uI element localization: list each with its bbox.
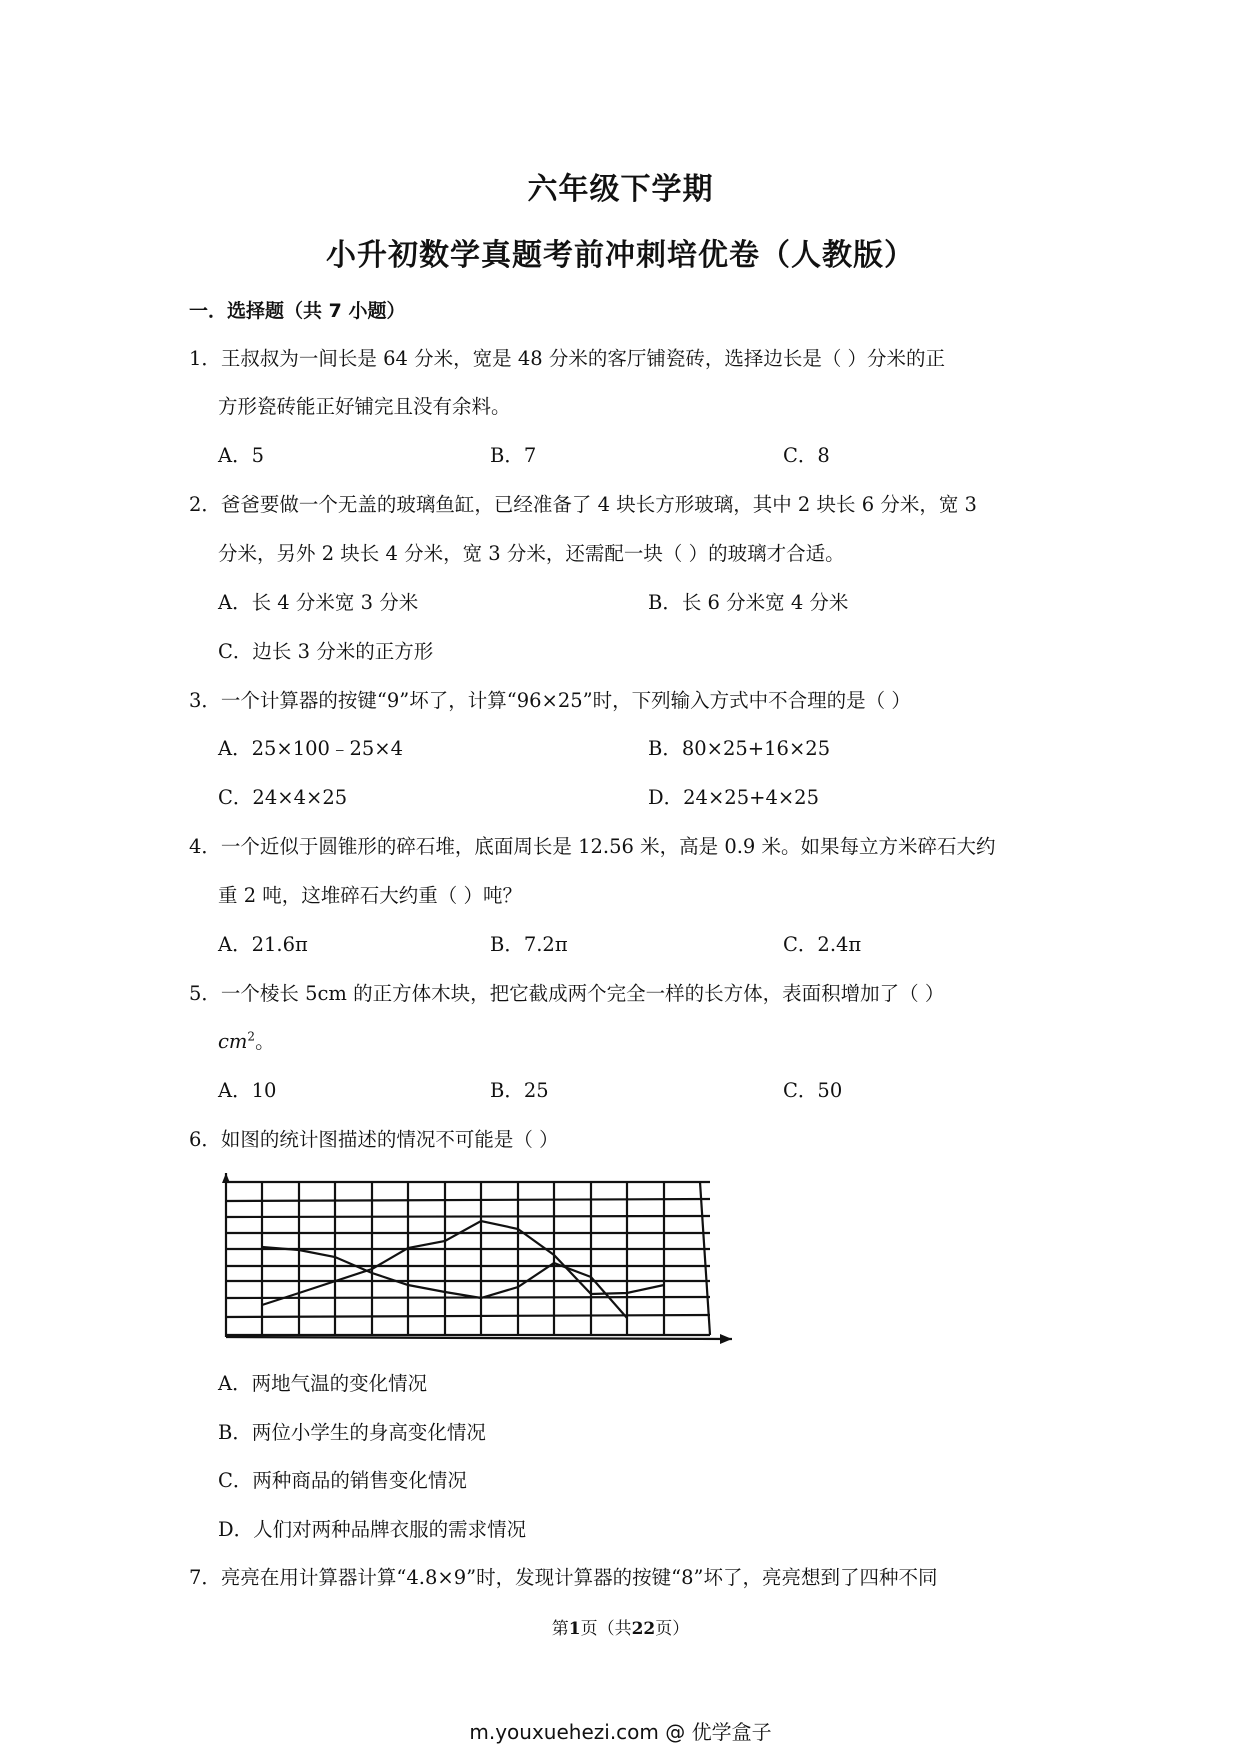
q6-option-b: B．两位小学生的身高变化情况 (218, 1421, 486, 1444)
q5-unit: cm (218, 1030, 248, 1053)
q2-option-c: C．边长 3 分米的正方形 (218, 640, 434, 663)
question-1-text: 1．王叔叔为一间长是 64 分米，宽是 48 分米的客厅铺瓷砖，选择边长是（ ）分米的正 (189, 347, 946, 370)
chart-series (262, 1221, 664, 1318)
q4-option-b: B．7.2π (490, 933, 568, 956)
question-2-text-cont: 分米，另外 2 块长 4 分米，宽 3 分米，还需配一块（ ）的玻璃才合适。 (218, 542, 845, 565)
q3-option-b: B．80×25+16×25 (648, 737, 831, 760)
question-1-text-cont: 方形瓷砖能正好铺完且没有余料。 (218, 395, 511, 418)
footer-post: 页） (655, 1619, 690, 1639)
q5-option-a: A．10 (218, 1079, 277, 1102)
section-heading: 一．选择题（共 7 小题） (189, 300, 406, 322)
q2-option-b: B．长 6 分米宽 4 分米 (648, 591, 849, 614)
question-6-text: 6．如图的统计图描述的情况不可能是（ ） (189, 1128, 559, 1151)
q4-option-c: C．2.4π (783, 933, 862, 956)
question-7-text: 7．亮亮在用计算器计算“4.8×9”时，发现计算器的按键“8”坏了，亮亮想到了四种不同 (189, 1566, 938, 1589)
q4-option-a: A．21.6π (218, 933, 308, 956)
question-3-text: 3．一个计算器的按键“9”坏了，计算“96×25”时，下列输入方式中不合理的是（ ） (189, 689, 911, 712)
question-5-text-cont (218, 1026, 275, 1054)
question-4-text: 4．一个近似于圆锥形的碎石堆，底面周长是 12.56 米，高是 0.9 米。如果每立方米碎石大约 (189, 835, 996, 858)
question-5-text: 5．一个棱长 5cm 的正方体木块，把它截成两个完全一样的长方体，表面积增加了（ ） (189, 982, 945, 1005)
footer-mid: 页（共 (580, 1619, 632, 1639)
q1-option-b: B．7 (490, 444, 537, 467)
q5-option-b: B．25 (490, 1079, 549, 1102)
footer-total-pages: 22 (631, 1619, 656, 1639)
q3-option-d: D．24×25+4×25 (648, 786, 819, 809)
q5-option-c: C．50 (783, 1079, 843, 1102)
question-4-text-cont: 重 2 吨，这堆碎石大约重（ ）吨？ (218, 884, 523, 907)
page-title: 六年级下学期 (527, 172, 714, 207)
chart-grid (226, 1173, 710, 1337)
question-2-text: 2．爸爸要做一个无盖的玻璃鱼缸，已经准备了 4 块长方形玻璃，其中 2 块长 6 分米，宽 3 (189, 493, 977, 516)
q5-unit-exponent: 2 (247, 1029, 256, 1044)
watermark: m.youxuehezi.com @ 优学盒子 (469, 1720, 772, 1744)
q5-line-end: 。 (255, 1030, 275, 1053)
q6-option-d: D．人们对两种品牌衣服的需求情况 (218, 1518, 527, 1541)
q1-option-c: C．8 (783, 444, 830, 467)
q1-option-a: A．5 (218, 444, 264, 467)
line-chart-figure (222, 1165, 742, 1345)
q6-option-a: A．两地气温的变化情况 (218, 1372, 428, 1395)
q6-option-c: C．两种商品的销售变化情况 (218, 1469, 467, 1492)
q3-option-a: A．25×100﹣25×4 (218, 737, 404, 760)
page-subtitle: 小升初数学真题考前冲刺培优卷（人教版） (326, 238, 915, 273)
footer-pre: 第 (551, 1619, 569, 1639)
footer-page-number: 1 (568, 1619, 581, 1639)
q3-option-c: C．24×4×25 (218, 786, 348, 809)
page-footer (0, 1614, 1241, 1639)
q2-option-a: A．长 4 分米宽 3 分米 (218, 591, 419, 614)
